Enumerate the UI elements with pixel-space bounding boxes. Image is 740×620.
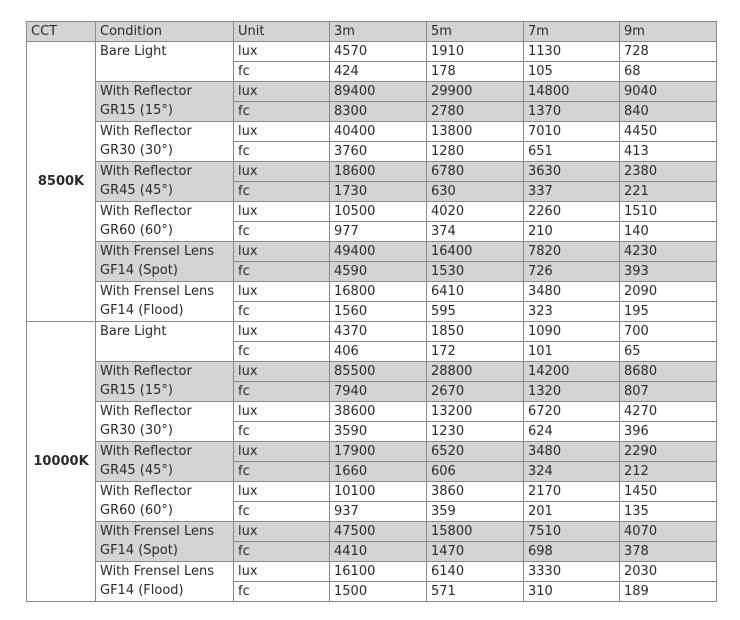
photometric-data-table [26, 21, 717, 602]
value-cell: 1090 [524, 322, 620, 342]
value-cell: 6780 [427, 162, 524, 182]
value-cell: 8300 [330, 102, 427, 122]
condition-cell: With Reflector GR30 (30°) [96, 402, 234, 442]
unit-cell: fc [234, 142, 330, 162]
value-cell: 65 [620, 342, 717, 362]
condition-cell: With Reflector GR15 (15°) [96, 82, 234, 122]
value-cell: 10500 [330, 202, 427, 222]
unit-cell: lux [234, 282, 330, 302]
header-7m: 7m [524, 22, 620, 42]
table-body [27, 42, 717, 602]
value-cell: 221 [620, 182, 717, 202]
value-cell: 85500 [330, 362, 427, 382]
value-cell: 15800 [427, 522, 524, 542]
value-cell: 135 [620, 502, 717, 522]
value-cell: 29900 [427, 82, 524, 102]
value-cell: 7820 [524, 242, 620, 262]
unit-cell: fc [234, 222, 330, 242]
value-cell: 89400 [330, 82, 427, 102]
value-cell: 977 [330, 222, 427, 242]
unit-cell: fc [234, 262, 330, 282]
value-cell: 1450 [620, 482, 717, 502]
value-cell: 2290 [620, 442, 717, 462]
value-cell: 1850 [427, 322, 524, 342]
value-cell: 1370 [524, 102, 620, 122]
value-cell: 16400 [427, 242, 524, 262]
unit-cell: lux [234, 122, 330, 142]
value-cell: 6140 [427, 562, 524, 582]
unit-cell: fc [234, 342, 330, 362]
value-cell: 1510 [620, 202, 717, 222]
condition-cell: With Reflector GR45 (45°) [96, 162, 234, 202]
value-cell: 38600 [330, 402, 427, 422]
value-cell: 16800 [330, 282, 427, 302]
value-cell: 937 [330, 502, 427, 522]
value-cell: 172 [427, 342, 524, 362]
condition-cell: With Frensel Lens GF14 (Flood) [96, 282, 234, 322]
condition-cell: With Frensel Lens GF14 (Flood) [96, 562, 234, 602]
condition-cell: With Frensel Lens GF14 (Spot) [96, 242, 234, 282]
value-cell: 6520 [427, 442, 524, 462]
cct-cell: 8500K [27, 42, 96, 322]
value-cell: 68 [620, 62, 717, 82]
value-cell: 4270 [620, 402, 717, 422]
unit-cell: lux [234, 522, 330, 542]
unit-cell: lux [234, 162, 330, 182]
value-cell: 212 [620, 462, 717, 482]
value-cell: 2030 [620, 562, 717, 582]
table-row [27, 242, 717, 262]
unit-cell: lux [234, 442, 330, 462]
unit-cell: fc [234, 542, 330, 562]
value-cell: 3480 [524, 282, 620, 302]
value-cell: 1730 [330, 182, 427, 202]
condition-cell: With Reflector GR30 (30°) [96, 122, 234, 162]
condition-cell: With Reflector GR45 (45°) [96, 442, 234, 482]
value-cell: 807 [620, 382, 717, 402]
value-cell: 359 [427, 502, 524, 522]
unit-cell: fc [234, 302, 330, 322]
value-cell: 195 [620, 302, 717, 322]
value-cell: 1910 [427, 42, 524, 62]
value-cell: 9040 [620, 82, 717, 102]
value-cell: 16100 [330, 562, 427, 582]
value-cell: 8680 [620, 362, 717, 382]
value-cell: 323 [524, 302, 620, 322]
table-row [27, 162, 717, 182]
value-cell: 189 [620, 582, 717, 602]
value-cell: 2380 [620, 162, 717, 182]
value-cell: 630 [427, 182, 524, 202]
value-cell: 1280 [427, 142, 524, 162]
value-cell: 4570 [330, 42, 427, 62]
value-cell: 28800 [427, 362, 524, 382]
value-cell: 1500 [330, 582, 427, 602]
value-cell: 13800 [427, 122, 524, 142]
unit-cell: lux [234, 562, 330, 582]
condition-cell: With Reflector GR60 (60°) [96, 202, 234, 242]
value-cell: 4020 [427, 202, 524, 222]
value-cell: 3760 [330, 142, 427, 162]
table-row [27, 82, 717, 102]
unit-cell: lux [234, 482, 330, 502]
header-unit: Unit [234, 22, 330, 42]
table-row [27, 442, 717, 462]
unit-cell: lux [234, 402, 330, 422]
value-cell: 47500 [330, 522, 427, 542]
value-cell: 2260 [524, 202, 620, 222]
table-row [27, 322, 717, 342]
value-cell: 310 [524, 582, 620, 602]
value-cell: 413 [620, 142, 717, 162]
value-cell: 606 [427, 462, 524, 482]
unit-cell: fc [234, 582, 330, 602]
value-cell: 178 [427, 62, 524, 82]
unit-cell: fc [234, 62, 330, 82]
value-cell: 337 [524, 182, 620, 202]
value-cell: 4370 [330, 322, 427, 342]
value-cell: 2090 [620, 282, 717, 302]
value-cell: 1560 [330, 302, 427, 322]
value-cell: 2670 [427, 382, 524, 402]
table-header-row [27, 22, 717, 42]
condition-cell: With Frensel Lens GF14 (Spot) [96, 522, 234, 562]
value-cell: 393 [620, 262, 717, 282]
value-cell: 4410 [330, 542, 427, 562]
value-cell: 595 [427, 302, 524, 322]
table-row [27, 122, 717, 142]
value-cell: 1130 [524, 42, 620, 62]
value-cell: 4450 [620, 122, 717, 142]
value-cell: 6720 [524, 402, 620, 422]
value-cell: 4070 [620, 522, 717, 542]
value-cell: 3630 [524, 162, 620, 182]
value-cell: 1230 [427, 422, 524, 442]
unit-cell: lux [234, 202, 330, 222]
value-cell: 378 [620, 542, 717, 562]
header-9m: 9m [620, 22, 717, 42]
header-5m: 5m [427, 22, 524, 42]
table-row [27, 362, 717, 382]
value-cell: 105 [524, 62, 620, 82]
value-cell: 3590 [330, 422, 427, 442]
value-cell: 324 [524, 462, 620, 482]
table-row [27, 202, 717, 222]
value-cell: 18600 [330, 162, 427, 182]
value-cell: 40400 [330, 122, 427, 142]
table-row [27, 42, 717, 62]
value-cell: 210 [524, 222, 620, 242]
value-cell: 726 [524, 262, 620, 282]
value-cell: 4590 [330, 262, 427, 282]
value-cell: 374 [427, 222, 524, 242]
unit-cell: lux [234, 82, 330, 102]
table-row [27, 562, 717, 582]
value-cell: 10100 [330, 482, 427, 502]
value-cell: 396 [620, 422, 717, 442]
condition-cell: Bare Light [96, 322, 234, 362]
table-row [27, 282, 717, 302]
value-cell: 49400 [330, 242, 427, 262]
value-cell: 13200 [427, 402, 524, 422]
header-3m: 3m [330, 22, 427, 42]
unit-cell: fc [234, 462, 330, 482]
value-cell: 700 [620, 322, 717, 342]
value-cell: 698 [524, 542, 620, 562]
header-condition: Condition [96, 22, 234, 42]
value-cell: 406 [330, 342, 427, 362]
value-cell: 1470 [427, 542, 524, 562]
unit-cell: lux [234, 242, 330, 262]
unit-cell: fc [234, 502, 330, 522]
value-cell: 3860 [427, 482, 524, 502]
table-row [27, 482, 717, 502]
value-cell: 728 [620, 42, 717, 62]
value-cell: 624 [524, 422, 620, 442]
condition-cell: With Reflector GR60 (60°) [96, 482, 234, 522]
unit-cell: fc [234, 102, 330, 122]
unit-cell: lux [234, 42, 330, 62]
value-cell: 651 [524, 142, 620, 162]
header-cct: CCT [27, 22, 96, 42]
unit-cell: fc [234, 182, 330, 202]
unit-cell: lux [234, 362, 330, 382]
cct-cell: 10000K [27, 322, 96, 602]
table-row [27, 522, 717, 542]
unit-cell: fc [234, 382, 330, 402]
value-cell: 7010 [524, 122, 620, 142]
value-cell: 14200 [524, 362, 620, 382]
value-cell: 2780 [427, 102, 524, 122]
value-cell: 1320 [524, 382, 620, 402]
value-cell: 2170 [524, 482, 620, 502]
value-cell: 7940 [330, 382, 427, 402]
value-cell: 201 [524, 502, 620, 522]
unit-cell: fc [234, 422, 330, 442]
unit-cell: lux [234, 322, 330, 342]
value-cell: 101 [524, 342, 620, 362]
value-cell: 7510 [524, 522, 620, 542]
value-cell: 140 [620, 222, 717, 242]
condition-cell: Bare Light [96, 42, 234, 82]
value-cell: 6410 [427, 282, 524, 302]
value-cell: 14800 [524, 82, 620, 102]
condition-cell: With Reflector GR15 (15°) [96, 362, 234, 402]
value-cell: 3480 [524, 442, 620, 462]
table-row [27, 402, 717, 422]
value-cell: 4230 [620, 242, 717, 262]
value-cell: 571 [427, 582, 524, 602]
value-cell: 840 [620, 102, 717, 122]
value-cell: 1660 [330, 462, 427, 482]
value-cell: 1530 [427, 262, 524, 282]
value-cell: 424 [330, 62, 427, 82]
value-cell: 17900 [330, 442, 427, 462]
value-cell: 3330 [524, 562, 620, 582]
